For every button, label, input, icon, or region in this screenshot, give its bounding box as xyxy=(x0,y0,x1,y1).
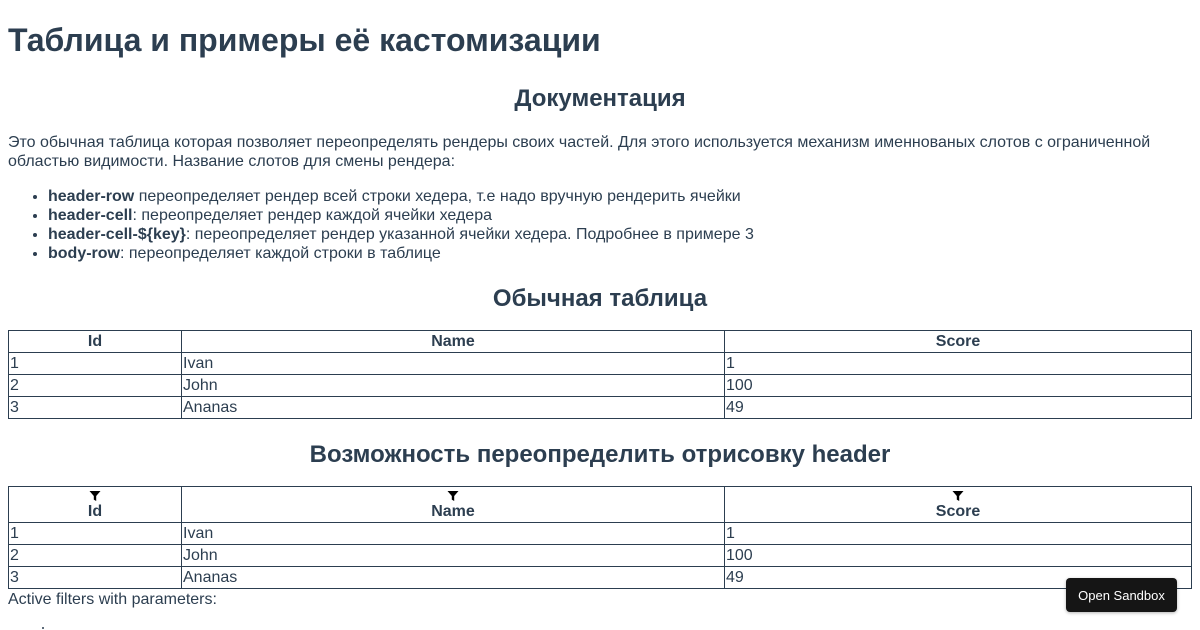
docs-heading: Документация xyxy=(514,85,686,112)
slot-key: header-cell xyxy=(48,207,133,224)
open-sandbox-button[interactable]: Open Sandbox xyxy=(1066,578,1177,612)
cell-name: Ananas xyxy=(182,397,725,419)
cell-id: 2 xyxy=(9,375,182,397)
column-header-id: Id xyxy=(9,331,182,353)
cell-id: 2 xyxy=(9,545,182,567)
column-header-label: Name xyxy=(431,503,475,520)
list-bullet xyxy=(42,627,44,629)
cell-score: 100 xyxy=(725,375,1192,397)
cell-name: Ivan xyxy=(182,523,725,545)
table2-heading: Возможность переопределить отрисовку header xyxy=(309,441,891,468)
cell-id: 3 xyxy=(9,397,182,419)
docs-intro: Это обычная таблица которая позволяет переопределять рендеры своих частей. Для этого используется механизм именнованых слотов с ограниченной областью видимости. Название слотов для смены рендера: xyxy=(8,134,1151,170)
column-header-score: Score xyxy=(725,331,1192,353)
cell-score: 100 xyxy=(725,545,1192,567)
cell-score: 49 xyxy=(725,567,1192,589)
cell-id: 1 xyxy=(9,523,182,545)
filter-icon[interactable] xyxy=(447,490,459,502)
table-row xyxy=(9,397,1192,419)
table-header-row xyxy=(9,487,1192,523)
table-row xyxy=(9,567,1192,589)
column-header-name xyxy=(182,487,725,523)
table-header-row xyxy=(9,331,1192,353)
slot-key: body-row xyxy=(48,245,120,262)
cell-name: Ivan xyxy=(182,353,725,375)
table-row xyxy=(9,523,1192,545)
table1-heading: Обычная таблица xyxy=(492,285,708,312)
table-row xyxy=(9,545,1192,567)
slot-item xyxy=(48,225,1192,244)
cell-score: 1 xyxy=(725,353,1192,375)
slot-desc: : переопределяет каждой строки в таблице xyxy=(120,245,441,262)
cell-name: Ananas xyxy=(182,567,725,589)
slot-item xyxy=(48,206,1192,225)
page-title: Таблица и примеры её кастомизации xyxy=(8,22,601,58)
cell-name: John xyxy=(182,375,725,397)
column-header-label: Id xyxy=(87,503,103,520)
slot-desc: : переопределяет рендер каждой ячейки хедера xyxy=(132,207,492,224)
basic-table xyxy=(8,330,1192,419)
slot-item xyxy=(48,187,1192,206)
cell-name: John xyxy=(182,545,725,567)
slot-key: header-cell-${key} xyxy=(48,226,186,243)
slot-key: header-row xyxy=(48,188,135,205)
cell-score: 49 xyxy=(725,397,1192,419)
column-header-score xyxy=(725,487,1192,523)
slot-desc: переопределяет рендер всей строки хедера, т.е надо вручную рендерить ячейки xyxy=(134,188,741,205)
active-filters-label: Active filters with parameters: xyxy=(8,591,217,608)
table-row xyxy=(9,353,1192,375)
cell-id: 3 xyxy=(9,567,182,589)
column-header-id xyxy=(9,487,182,523)
column-header-name: Name xyxy=(182,331,725,353)
filter-header-table xyxy=(8,486,1192,589)
slot-desc: : переопределяет рендер указанной ячейки хедера. Подробнее в примере 3 xyxy=(185,226,754,243)
column-header-label: Score xyxy=(935,503,981,520)
filter-icon[interactable] xyxy=(952,490,964,502)
cell-id: 1 xyxy=(9,353,182,375)
table-row xyxy=(9,375,1192,397)
cell-score: 1 xyxy=(725,523,1192,545)
filter-icon[interactable] xyxy=(89,490,101,502)
slot-item xyxy=(48,244,1192,263)
slot-list xyxy=(8,187,1192,263)
